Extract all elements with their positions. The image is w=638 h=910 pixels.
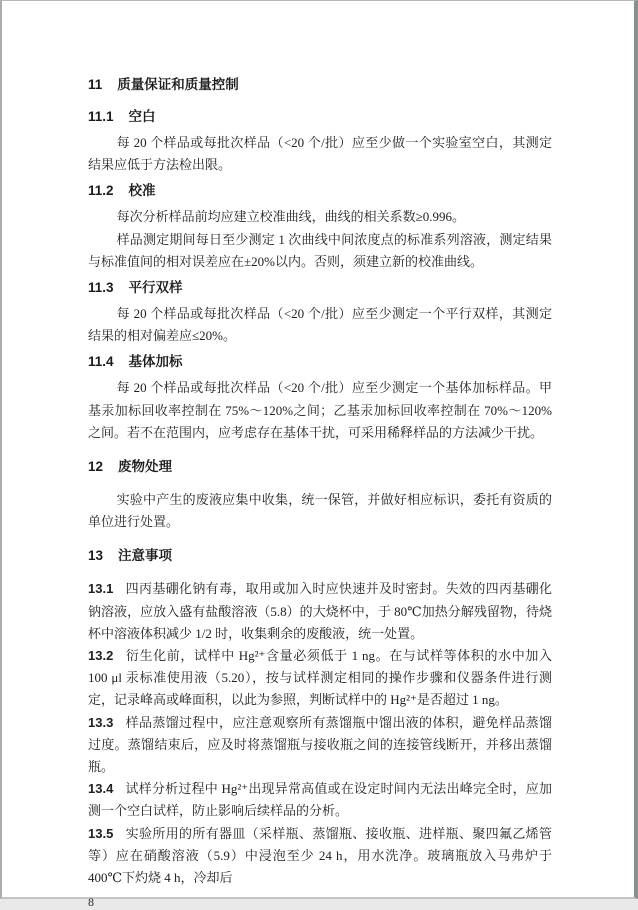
clause-13-4 [88,778,552,822]
section-number: 11.1 [88,109,114,124]
clause-13-1 [88,578,552,645]
section-title: 废物处理 [118,459,173,475]
paragraph-11-4: 每 20 个样品或每批次样品（<20 个/批）应至少测定一个基体加标样品。甲基汞加标回收率控制在 75%～120%之间；乙基汞加标回收率控制在 70%～120%之间。若不在范围内，应考虑存在基体干扰，可采用稀释样品的方法减少干扰。 [88,380,552,440]
section-number: 11.4 [88,354,114,370]
clause-text: 样品蒸馏过程中，应注意观察所有蒸馏瓶中馏出液的体积，避免样品蒸馏过度。蒸馏结束后，应及时将蒸馏瓶与接收瓶之间的连接管线断开，并移出蒸馏瓶。 [88,714,552,775]
section-heading-11 [88,77,552,93]
clause-13-5 [88,823,552,890]
paragraph-11-2-b: 样品测定期间每日至少测定 1 次曲线中间浓度点的标准系列溶液，测定结果与标准值间的相对误差应在±20%以内。否则，须建立新的校准曲线。 [88,231,552,269]
clause-text: 衍生化前，试样中 Hg²⁺含量必须低于 1 ng。在与试样等体积的水中加入 100 μl 汞标准使用液（5.20），按与试样测定相同的操作步骤和仪器条件进行测定，记录峰高或峰面积，以此为参照，判断试样中的 Hg²⁺是否超过 1 ng。 [88,648,552,708]
clause-number: 13.1 [88,581,114,597]
section-heading-11-1 [88,109,552,125]
section-title: 平行双样 [128,280,183,296]
paragraph-12: 实验中产生的废液应集中收集，统一保管，并做好相应标识，委托有资质的单位进行处置。 [88,492,552,530]
clause-text: 实验所用的所有器皿（采样瓶、蒸馏瓶、接收瓶、进样瓶、聚四氟乙烯管等）应在硝酸溶液（5.9）中浸泡至少 24 h，用水洗净。玻璃瓶放入马弗炉于 400℃下灼烧 4 h，冷却后 [88,825,552,886]
section-number: 12 [88,459,104,475]
section-heading-11-4 [88,354,552,370]
clause-number: 13.4 [88,781,114,797]
paragraph-11-1: 每 20 个样品或每批次样品（<20 个/批）应至少做一个实验室空白，其测定结果应低于方法检出限。 [88,135,552,173]
section-title: 基体加标 [128,354,183,370]
clause-13-2 [88,645,552,712]
paragraph-11-2-a: 每次分析样品前均应建立校准曲线，曲线的相关系数≥0.996。 [116,209,465,225]
section-title: 校准 [128,183,156,199]
clause-number: 13.5 [88,825,114,841]
clause-text: 四丙基硼化钠有毒，取用或加入时应快速并及时密封。失效的四丙基硼化钠溶液，应放入盛有盐酸溶液（5.8）的大烧杯中，于 80℃加热分解残留物，待烧杯中溶液体积减少 1/2 时，收集剩余的废酸液，统一处置。 [88,581,552,641]
section-number: 11.3 [88,280,114,296]
clause-13-3 [88,712,552,779]
page-number: 8 [88,895,94,910]
section-title: 空白 [128,109,156,124]
paragraph-11-3: 每 20 个样品或每批次样品（<20 个/批）应至少测定一个平行双样，其测定结果的相对偏差应≤20%。 [88,306,552,344]
section-heading-11-2 [88,183,552,199]
section-heading-13 [88,548,552,564]
section-number: 13 [88,548,104,564]
section-title: 质量保证和质量控制 [117,77,239,92]
section-heading-12 [88,459,552,475]
section-number: 11.2 [88,183,114,199]
section-heading-11-3 [88,280,552,296]
clause-text: 试样分析过程中 Hg²⁺出现异常高值或在设定时间内无法出峰完全时，应加测一个空白试样，防止影响后续样品的分析。 [88,781,552,819]
clause-number: 13.3 [88,714,114,730]
section-number: 11 [88,77,103,92]
clause-number: 13.2 [88,648,114,664]
section-title: 注意事项 [118,548,173,564]
